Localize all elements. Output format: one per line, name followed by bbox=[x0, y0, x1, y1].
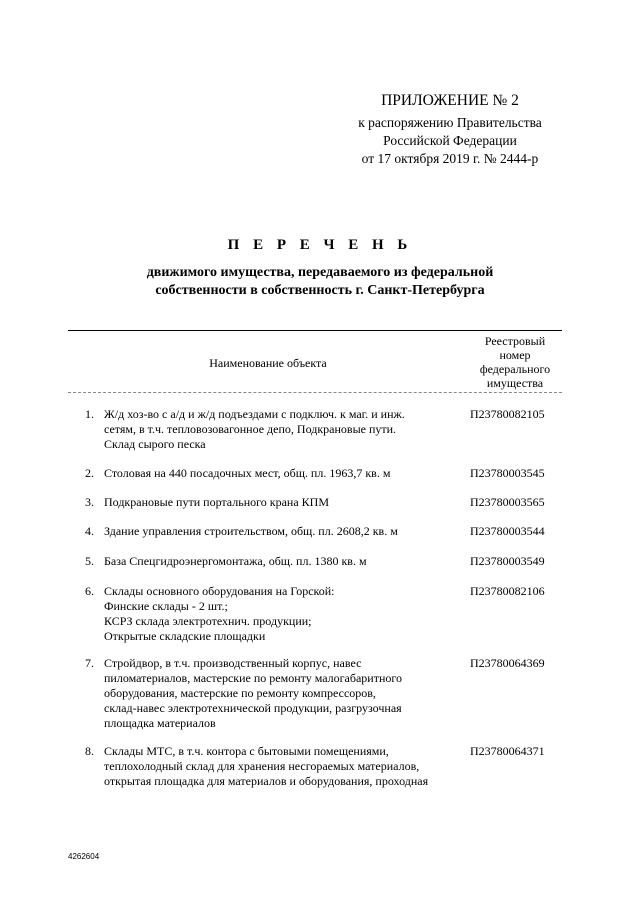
row-name-line: Открытые складские площадки bbox=[104, 629, 266, 643]
row-name bbox=[104, 584, 460, 644]
appendix-line: Российской Федерации bbox=[383, 133, 517, 148]
row-name-line: Склады основного оборудования на Горской: bbox=[104, 584, 335, 598]
column-header-line: номер bbox=[499, 348, 531, 362]
row-name bbox=[104, 656, 460, 731]
row-name-line: пиломатериалов, мастерские по ремонту малогабаритного bbox=[104, 671, 403, 685]
row-registry-number: П23780003544 bbox=[470, 524, 545, 538]
row-number: 3. bbox=[85, 495, 94, 509]
row-name-line: Склады МТС, в т.ч. контора с бытовыми помещениями, bbox=[104, 744, 389, 758]
row-name-line: Ж/д хоз-во с а/д и ж/д подъездами с подключ. к маг. и инж. bbox=[104, 407, 405, 421]
heading-title: П Е Р Е Ч Е Н Ь bbox=[227, 237, 413, 253]
row-name bbox=[104, 466, 460, 481]
row-name bbox=[104, 495, 460, 510]
row-number: 5. bbox=[85, 554, 94, 568]
row-number: 6. bbox=[85, 584, 94, 598]
row-registry-number: П23780003549 bbox=[470, 554, 545, 568]
appendix-line: к распоряжению Правительства bbox=[358, 115, 542, 130]
row-name-line: База Спецгидроэнергомонтажа, общ. пл. 1380 кв. м bbox=[104, 554, 367, 568]
row-name-line: оборудования, мастерские по ремонту компрессоров, bbox=[104, 686, 376, 700]
row-registry-number: П23780082106 bbox=[470, 584, 545, 598]
row-name bbox=[104, 524, 460, 539]
row-name-line: склад-навес электротехнической продукции, разгрузочная bbox=[104, 701, 402, 715]
row-name-line: Склад сырого песка bbox=[104, 437, 206, 451]
table-header bbox=[68, 330, 562, 393]
row-name-line: Подкрановые пути портального крана КПМ bbox=[104, 495, 329, 509]
row-name-line: КСРЗ склада электротехнич. продукции; bbox=[104, 614, 312, 628]
column-header-line: федерального bbox=[479, 362, 551, 376]
row-registry-number: П23780003545 bbox=[470, 466, 545, 480]
column-header-line: имущества bbox=[486, 376, 544, 390]
document-heading bbox=[0, 236, 640, 300]
row-name-line: Здание управления строительством, общ. пл. 2608,2 кв. м bbox=[104, 524, 398, 538]
row-name-line: Финские склады - 2 шт.; bbox=[104, 599, 228, 613]
column-header-line: Реестровый bbox=[484, 334, 546, 348]
row-number: 4. bbox=[85, 524, 94, 538]
row-registry-number: П23780082105 bbox=[470, 407, 545, 421]
row-name bbox=[104, 744, 460, 789]
appendix-title: ПРИЛОЖЕНИЕ № 2 bbox=[381, 92, 519, 109]
row-name bbox=[104, 407, 460, 452]
row-number: 7. bbox=[85, 656, 94, 670]
row-registry-number: П23780064371 bbox=[470, 744, 545, 758]
row-registry-number: П23780064369 bbox=[470, 656, 545, 670]
row-name-line: Стройдвор, в т.ч. производственный корпус, навес bbox=[104, 656, 362, 670]
appendix-line: от 17 октября 2019 г. № 2444-р bbox=[361, 151, 539, 166]
column-header-registry bbox=[468, 334, 562, 390]
heading-subtitle-line: собственности в собственность г. Санкт-Петербурга bbox=[155, 283, 485, 298]
row-name bbox=[104, 554, 460, 569]
row-number: 2. bbox=[85, 466, 94, 480]
row-name-line: открытая площадка для материалов и оборудования, проходная bbox=[104, 774, 429, 788]
row-registry-number: П23780003565 bbox=[470, 495, 545, 509]
footer-code: 4262604 bbox=[68, 852, 100, 861]
row-name-line: площадка материалов bbox=[104, 716, 216, 730]
row-number: 1. bbox=[85, 407, 94, 421]
heading-subtitle-line: движимого имущества, передаваемого из федеральной bbox=[146, 265, 494, 280]
row-name-line: теплохолодный склад для хранения несгораемых материалов, bbox=[104, 759, 420, 773]
row-name-line: сетям, в т.ч. тепловозовагонное депо, Подкрановые пути. bbox=[104, 422, 397, 436]
column-header-name: Наименование объекта bbox=[209, 356, 327, 370]
row-name-line: Столовая на 440 посадочных мест, общ. пл. 1963,7 кв. м bbox=[104, 466, 391, 480]
row-number: 8. bbox=[85, 744, 94, 758]
appendix-block bbox=[330, 92, 570, 168]
